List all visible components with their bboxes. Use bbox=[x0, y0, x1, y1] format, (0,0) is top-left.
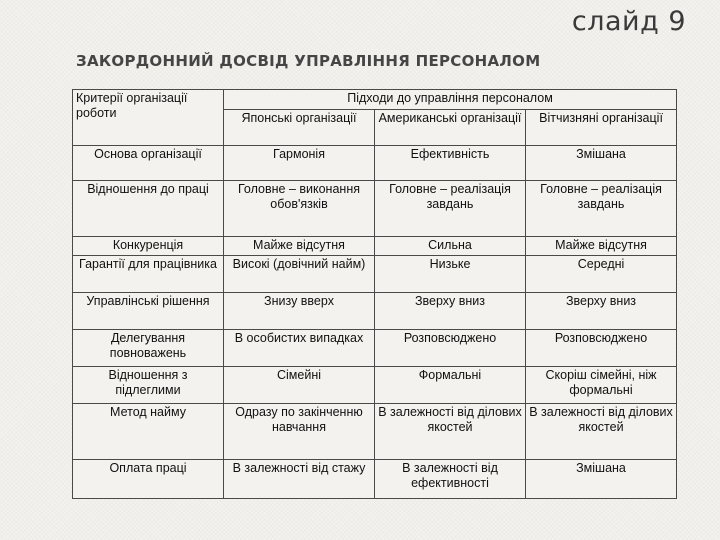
japan-cell: Головне – виконання обов'язків bbox=[224, 181, 375, 237]
japan-cell: Знизу вверх bbox=[224, 293, 375, 330]
table-row bbox=[73, 256, 677, 293]
japan-cell: Високі (довічний найм) bbox=[224, 256, 375, 293]
slide-title: ЗАКОРДОННИЙ ДОСВІД УПРАВЛІННЯ ПЕРСОНАЛОМ bbox=[76, 52, 541, 70]
table-row bbox=[73, 146, 677, 181]
japan-cell: Сімейні bbox=[224, 367, 375, 404]
domestic-cell: В залежності від ділових якостей bbox=[526, 404, 677, 460]
table-row bbox=[73, 404, 677, 460]
criterion-cell: Відношення до праці bbox=[73, 181, 224, 237]
domestic-cell: Змішана bbox=[526, 146, 677, 181]
domestic-cell: Головне – реалізація завдань bbox=[526, 181, 677, 237]
criterion-cell: Оплата праці bbox=[73, 460, 224, 499]
slide-number: слайд 9 bbox=[571, 6, 686, 37]
column-header-domestic: Вітчизняні організації bbox=[526, 110, 677, 146]
japan-cell: Одразу по закінченню навчання bbox=[224, 404, 375, 460]
column-header-usa: Американські організації bbox=[375, 110, 526, 146]
criterion-cell: Відношення з підлеглими bbox=[73, 367, 224, 404]
approaches-header-cell: Підходи до управління персоналом bbox=[224, 90, 677, 110]
japan-cell: Гармонія bbox=[224, 146, 375, 181]
criterion-cell: Основа організації bbox=[73, 146, 224, 181]
usa-cell: Головне – реалізація завдань bbox=[375, 181, 526, 237]
criteria-header-cell: Критерії організації роботи bbox=[73, 90, 224, 146]
criterion-cell: Конкуренція bbox=[73, 237, 224, 256]
japan-cell: В особистих випадках bbox=[224, 330, 375, 367]
usa-cell: Розповсюджено bbox=[375, 330, 526, 367]
usa-cell: Ефективність bbox=[375, 146, 526, 181]
table-row bbox=[73, 330, 677, 367]
criterion-cell: Управлінські рішення bbox=[73, 293, 224, 330]
usa-cell: Сильна bbox=[375, 237, 526, 256]
comparison-table bbox=[72, 89, 677, 499]
column-header-japan: Японські організації bbox=[224, 110, 375, 146]
criterion-cell: Метод найму bbox=[73, 404, 224, 460]
table-row bbox=[73, 293, 677, 330]
domestic-cell: Майже відсутня bbox=[526, 237, 677, 256]
table-row bbox=[73, 460, 677, 499]
usa-cell: Зверху вниз bbox=[375, 293, 526, 330]
usa-cell: В залежності від ділових якостей bbox=[375, 404, 526, 460]
domestic-cell: Змішана bbox=[526, 460, 677, 499]
table-row bbox=[73, 367, 677, 404]
domestic-cell: Зверху вниз bbox=[526, 293, 677, 330]
domestic-cell: Середні bbox=[526, 256, 677, 293]
usa-cell: Формальні bbox=[375, 367, 526, 404]
usa-cell: В залежності від ефективності bbox=[375, 460, 526, 499]
criterion-cell: Гарантії для працівника bbox=[73, 256, 224, 293]
table-row bbox=[73, 181, 677, 237]
japan-cell: Майже відсутня bbox=[224, 237, 375, 256]
table-row bbox=[73, 237, 677, 256]
usa-cell: Низьке bbox=[375, 256, 526, 293]
domestic-cell: Розповсюджено bbox=[526, 330, 677, 367]
table-header-row bbox=[73, 90, 677, 110]
domestic-cell: Скоріш сімейні, ніж формальні bbox=[526, 367, 677, 404]
criterion-cell: Делегування повноважень bbox=[73, 330, 224, 367]
japan-cell: В залежності від стажу bbox=[224, 460, 375, 499]
